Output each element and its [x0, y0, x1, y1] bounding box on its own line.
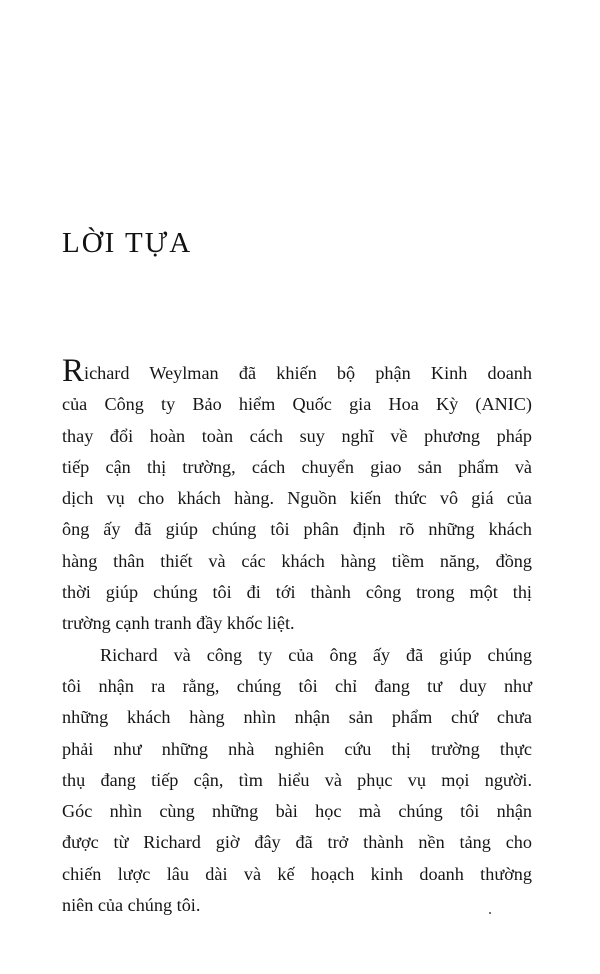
text-line: thay đổi hoàn toàn cách suy nghĩ về phương pháp [62, 425, 532, 446]
text-line: của Công ty Bảo hiểm Quốc gia Hoa Kỳ (ANIC) [62, 394, 532, 415]
print-speck [489, 912, 491, 914]
text-line: tiếp cận thị trường, cách chuyển giao sản phẩm và [62, 456, 532, 477]
text-line: ông ấy đã giúp chúng tôi phân định rõ những khách [62, 519, 532, 540]
text-line: thời giúp chúng tôi đi tới thành công trong một thị [62, 582, 532, 603]
paragraph-1 [62, 353, 532, 640]
text-line: được từ Richard giờ đây đã trở thành nền tảng cho [62, 832, 532, 853]
text-line: niên của chúng tôi. [62, 895, 201, 916]
drop-cap: R [62, 353, 85, 389]
text-line: thụ đang tiếp cận, tìm hiểu và phục vụ mọi người. [62, 769, 532, 790]
text-line: tôi nhận ra rằng, chúng tôi chỉ đang tư duy như [62, 675, 532, 696]
text-line: những khách hàng nhìn nhận sản phẩm chứ chưa [62, 707, 532, 728]
text-line: Góc nhìn cùng những bài học mà chúng tôi nhận [62, 801, 532, 822]
text-line: phải như những nhà nghiên cứu thị trường thực [62, 738, 532, 759]
text-line: Richard và công ty của ông ấy đã giúp chúng [100, 644, 532, 665]
paragraph-2 [62, 640, 532, 922]
text-line: dịch vụ cho khách hàng. Nguồn kiến thức vô giá của [62, 488, 532, 509]
page-title: LỜI TỰA [62, 227, 193, 259]
text-line: hàng thân thiết và các khách hàng tiềm năng, đồng [62, 550, 532, 571]
text-line-content: ichard Weylman đã khiến bộ phận Kinh doanh [84, 363, 532, 383]
text-line: trường cạnh tranh đầy khốc liệt. [62, 613, 295, 634]
text-line [62, 353, 532, 389]
body-text [62, 353, 532, 921]
text-line: chiến lược lâu dài và kế hoạch kinh doanh thường [62, 863, 532, 884]
